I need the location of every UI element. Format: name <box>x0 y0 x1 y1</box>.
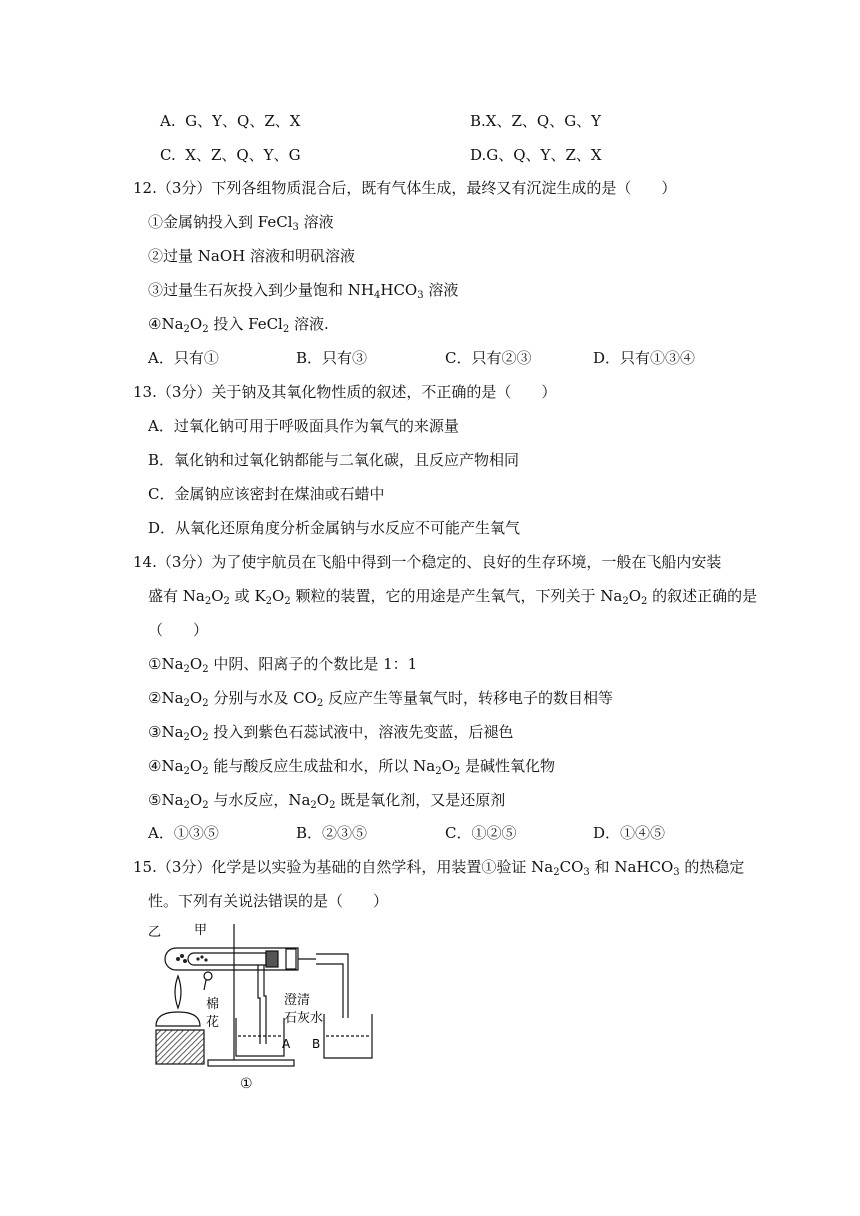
q13-option-c: C．金属钠应该密封在煤油或石蜡中 <box>148 485 385 503</box>
q14-stem-line3: （ ） <box>148 621 209 639</box>
q12-item-1: ①金属钠投入到 FeCl$_3$ 溶液 <box>148 213 334 233</box>
q12-item-4: $④Na_2O_2$ 投入 FeCl$_2$ 溶液. <box>148 315 329 335</box>
figure-caption: ① <box>240 1076 253 1092</box>
q14-item-3: $③Na_2O_2$ 投入到紫色石蕊试液中，溶液先变蓝，后褪色 <box>148 723 514 743</box>
label-jia: 甲 <box>194 923 208 938</box>
label-yi: 乙 <box>148 925 162 940</box>
cotton <box>204 972 212 980</box>
q13-option-b: B．氧化钠和过氧化钠都能与二氧化碳，且反应产物相同 <box>148 451 520 469</box>
q14-stem-line2: 盛有 $Na_2O_2$ 或 $K_2O_2$ 颗粒的装置，它的用途是产生氧气，下列关于 $Na_2O_2$ 的叙述正确的是 <box>148 587 758 607</box>
clamp <box>286 949 296 969</box>
q11-option-a: A. G、Y、Q、Z、X <box>160 112 301 130</box>
inner-tube <box>188 953 266 965</box>
q12-item-3: ③过量生石灰投入到少量饱和 $NH_4HCO_3$ 溶液 <box>148 281 459 301</box>
q12-option-d: D．只有①③④ <box>593 349 696 367</box>
q11-option-d: D.G、Q、Y、Z、X <box>470 146 602 164</box>
q13-option-d: D．从氧化还原角度分析金属钠与水反应不可能产生氧气 <box>148 519 521 537</box>
stand-base <box>208 1060 294 1066</box>
q14-option-c: C．①②⑤ <box>445 824 517 842</box>
q13-option-a: A．过氧化钠可用于呼吸面具作为氧气的来源量 <box>148 417 459 435</box>
q12-item-2: ②过量 NaOH 溶液和明矾溶液 <box>148 247 355 265</box>
label-hua: 花 <box>206 1015 220 1030</box>
alcohol-lamp <box>156 1012 200 1026</box>
label-b: B <box>312 1037 321 1051</box>
label-a: A <box>282 1037 291 1051</box>
label-shihui: 石灰水 <box>284 1011 324 1026</box>
q11-option-c: C. X、Z、Q、Y、G <box>160 146 301 164</box>
flame <box>175 976 181 1008</box>
q13-stem: 13.（3分）关于钠及其氧化物性质的叙述，不正确的是（ ） <box>133 383 557 401</box>
q11-option-b: B.X、Z、Q、G、Y <box>470 112 602 130</box>
q14-item-2: $②Na_2O_2$ 分别与水及 $CO_2$ 反应产生等量氧气时，转移电子的数目相等 <box>148 689 614 709</box>
q12-option-c: C．只有②③ <box>445 349 532 367</box>
q14-item-4: $④Na_2O_2$ 能与酸反应生成盐和水，所以 $Na_2O_2$ 是碱性氧化物 <box>148 757 556 777</box>
apparatus-figure <box>148 918 393 1098</box>
q12-option-a: A．只有① <box>148 349 219 367</box>
label-cheng: 澄清 <box>284 993 311 1008</box>
stopper <box>266 951 278 967</box>
q15-stem-line1: 15.（3分）化学是以实验为基础的自然学科，用装置①验证 $Na_2CO_3$ 和 NaHCO$_3$ 的热稳定 <box>133 858 745 878</box>
q12-stem: 12.（3分）下列各组物质混合后，既有气体生成，最终又有沉淀生成的是（ ） <box>133 179 677 197</box>
q14-option-d: D．①④⑤ <box>593 824 666 842</box>
q14-item-1: $①Na_2O_2$ 中阴、阳离子的个数比是 1：1 <box>148 655 418 675</box>
q14-item-5: $⑤Na_2O_2$ 与水反应，$Na_2O_2$ 既是氧化剂，又是还原剂 <box>148 791 506 811</box>
q12-option-b: B．只有③ <box>296 349 368 367</box>
q14-option-a: A．①③⑤ <box>148 824 219 842</box>
label-mian: 棉 <box>206 997 220 1012</box>
q14-stem-line1: 14.（3分）为了使宇航员在飞船中得到一个稳定的、良好的生存环境，一般在飞船内安装 <box>133 553 722 571</box>
delivery-tube-a <box>258 965 266 1044</box>
q15-stem-line2: 性。下列有关说法错误的是（ ） <box>148 892 389 910</box>
delivery-tube-b <box>316 954 348 1018</box>
q14-option-b: B．②③⑤ <box>296 824 368 842</box>
lamp-block <box>156 1030 204 1064</box>
solid-granules <box>176 954 208 963</box>
